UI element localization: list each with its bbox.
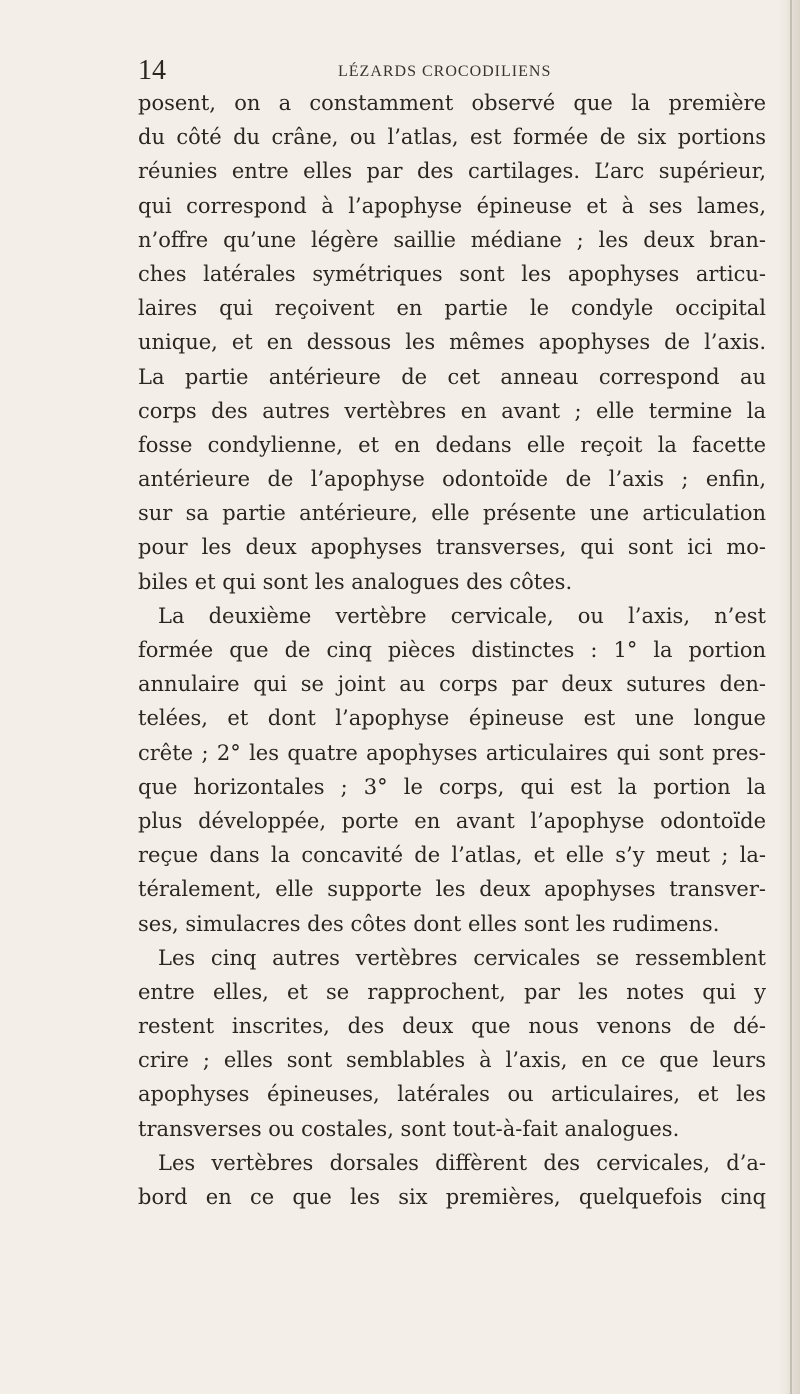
text-line: fosse condylienne, et en dedans elle reçoit la facette	[138, 432, 766, 457]
text-line: La partie antérieure de cet anneau correspond au	[138, 364, 766, 389]
text-line: entre elles, et se rapprochent, par les notes qui y	[138, 979, 766, 1004]
text-line: reçue dans la concavité de l’atlas, et elle s’y meut ; la-	[138, 843, 766, 868]
text-line: unique, et en dessous les mêmes apophyses de l’axis.	[138, 330, 766, 355]
text-line: crête ; 2° les quatre apophyses articulaires qui sont pres-	[138, 740, 766, 765]
text-line: formée que de cinq pièces distinctes : 1° la portion	[138, 638, 766, 662]
text-line: biles et qui sont les analogues des côtes.	[138, 569, 573, 594]
page-header	[138, 56, 678, 86]
text-line: ches latérales symétriques sont les apophyses articu-	[138, 261, 766, 286]
text-line: Les vertèbres dorsales diffèrent des cervicales, d’a-	[158, 1150, 766, 1175]
text-line: annulaire qui se joint au corps par deux sutures den-	[138, 672, 766, 697]
text-line: téralement, elle supporte les deux apophyses transver-	[138, 877, 766, 902]
text-line: telées, et dont l’apophyse épineuse est une longue	[138, 706, 766, 731]
text-line: du côté du crâne, ou l’atlas, est formée de six portions	[138, 125, 766, 150]
text-line: sur sa partie antérieure, elle présente une articulation	[138, 501, 766, 526]
text-line: La deuxième vertèbre cervicale, ou l’axis, n’est	[158, 603, 766, 628]
text-line: apophyses épineuses, latérales ou articulaires, et les	[138, 1082, 766, 1107]
page-edge-shadow	[778, 0, 800, 1394]
text-line: antérieure de l’apophyse odontoïde de l’axis ; enfin,	[138, 467, 766, 492]
text-line: n’offre qu’une légère saillie médiane ; les deux bran-	[138, 227, 766, 252]
page-number: 14	[138, 55, 166, 86]
text-line: réunies entre elles par des cartilages. L’arc supérieur,	[138, 159, 766, 184]
text-line: posent, on a constamment observé que la première	[138, 91, 766, 115]
text-line: bord en ce que les six premières, quelquefois cinq	[138, 1185, 766, 1209]
text-line: laires qui reçoivent en partie le condyle occipital	[138, 296, 766, 321]
text-line: que horizontales ; 3° le corps, qui est la portion la	[138, 774, 766, 799]
text-line: restent inscrites, des deux que nous venons de dé-	[138, 1014, 766, 1039]
text-line: pour les deux apophyses transverses, qui sont ici mo-	[138, 535, 766, 560]
text-line: plus développée, porte en avant l’apophyse odontoïde	[138, 808, 766, 833]
running-head: LÉZARDS CROCODILIENS	[338, 63, 552, 80]
text-line: crire ; elles sont semblables à l’axis, en ce que leurs	[138, 1048, 766, 1073]
body-text	[138, 86, 766, 1214]
page-edge-line	[790, 0, 792, 1394]
text-line: Les cinq autres vertèbres cervicales se ressemblent	[158, 945, 766, 970]
text-line: transverses ou costales, sont tout-à-fait analogues.	[138, 1116, 680, 1141]
text-line: ses, simulacres des côtes dont elles sont les rudimens.	[138, 911, 720, 936]
text-line: qui correspond à l’apophyse épineuse et à ses lames,	[138, 193, 766, 218]
text-line: corps des autres vertèbres en avant ; elle termine la	[138, 398, 766, 423]
